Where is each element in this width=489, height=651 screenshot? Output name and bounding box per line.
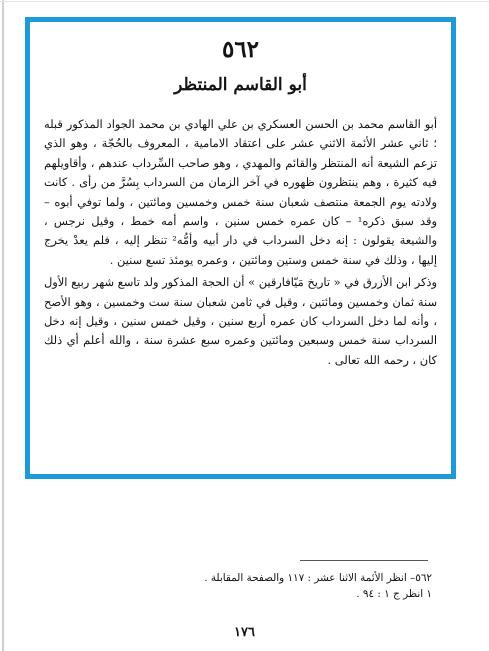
page-edge-top — [0, 1, 489, 2]
footnote-divider — [300, 560, 428, 561]
paragraph-2 — [44, 273, 437, 370]
footnote-source: ٥٦٢– انظر الأئمة الاثنا عشر : ١١٧ والصفحة المقابلة . — [204, 572, 432, 584]
page-edge — [2, 0, 4, 651]
entry-title: أبو القاسم المنتظر — [174, 75, 307, 95]
paragraph-1 — [44, 115, 437, 270]
paragraph-1-text: أبو القاسم محمد بن الحسن العسكري بن علي الهادي بن محمد الجواد المذكور قبله ؛ ثاني عشر الأئمة الاثني عشر على اعتقاد الامامية ، المعروف بالحُجّة ، وهو الذي تزعم الشيعة أنه المنتظر والقائم والمهدي ، وهو صاحب السِّرداب عندهم ، وأقاويلهم فيه كثيرة ، وهم ينتظرون ظهوره في آخر الزمان من السرداب بِسُرَّ من رأى . كانت ولادته يوم الجمعة منتصف شعبان سنة خمس وخمسين ومائتين ، ولما توفي أبوه – وقد سبق ذكره¹ – كان عمره خمس سنين ، واسم أمه خمط ، وقيل نرجس ، والشيعة يقولون : إنه دخل السرداب في دار أبيه وأمُّه² تنظر إليه ، فلم يعدْ يخرج إليها ، وذلك في سنة خمس وستين ومائتين ، وعمره يومئذ تسع سنين . — [44, 117, 438, 267]
footnote-1: ١ انظر ج ١ : ٩٤ . — [356, 588, 432, 600]
paragraph-2-text: وذكر ابن الأزرق في « تاريخ مَيّافارقين » أن الحجة المذكور ولد تاسع شهر ربيع الأول سنة ثمان وخمسين ومائتين ، وقيل في ثامن شعبان سنة ست وخمسين ، وهو الأصح ، وأنه لما دخل السرداب كان عمره أربع سنين ، وقيل خمس سنين ، وقيل إنه دخل السرداب سنة خمس وسبعين ومائتين وعمره سبع عشرة سنة ، والله أعلم أي ذلك كان ، رحمه الله تعالى . — [44, 275, 437, 367]
entry-number: ٥٦٢ — [221, 36, 260, 63]
footnotes — [60, 570, 432, 602]
biography-entry — [32, 24, 449, 472]
page-number: ١٧٦ — [234, 625, 255, 640]
